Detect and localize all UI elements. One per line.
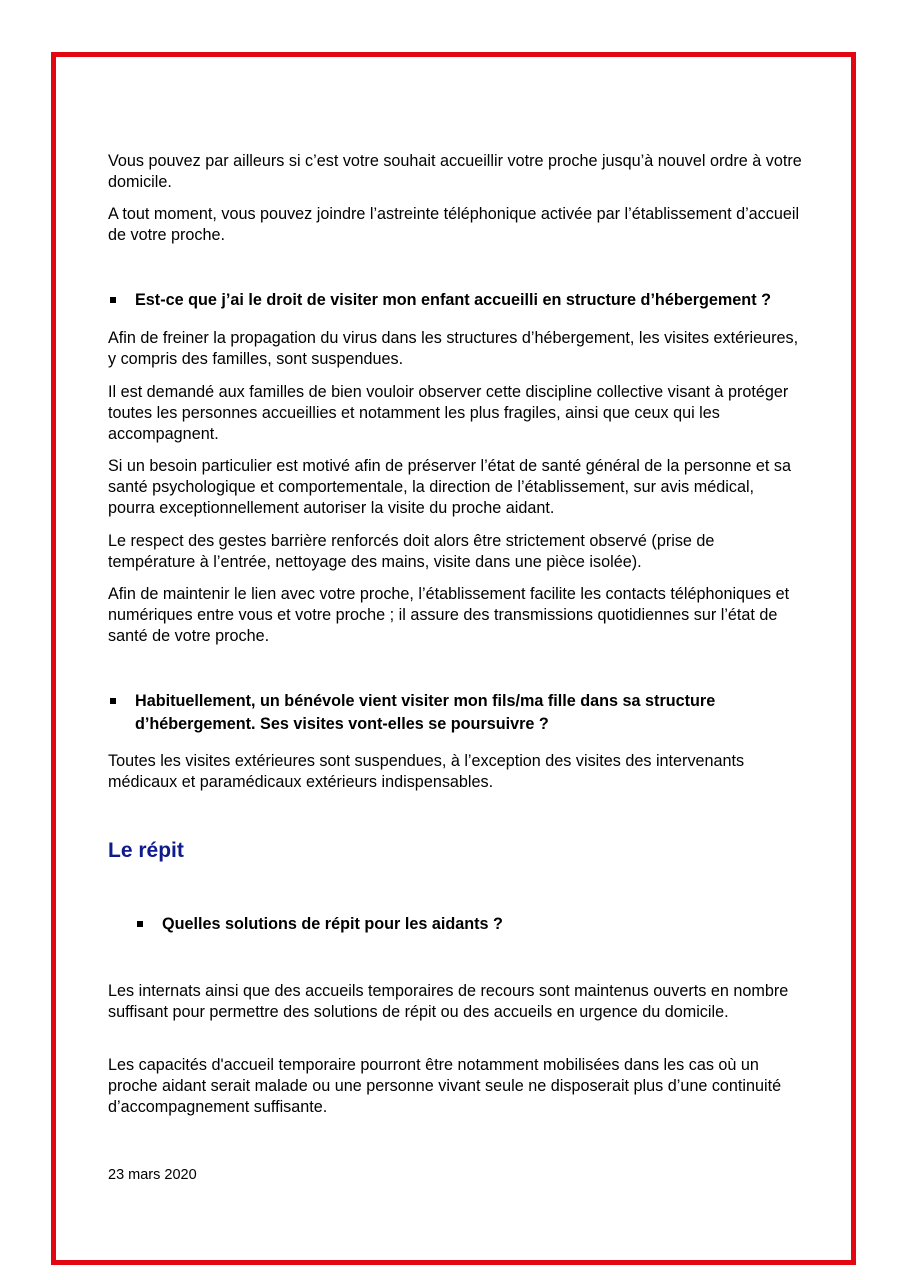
- footer-date: 23 mars 2020: [108, 1167, 197, 1183]
- bullet-icon: [110, 297, 116, 303]
- q1-paragraph-3: Si un besoin particulier est motivé afin de préserver l’état de santé général de la personne et sa santé psychologique et comportementale, la direction de l’établissement, sur avis médical, pourra exceptionnellement autoriser la visite du proche aidant.: [108, 457, 791, 517]
- bullet-icon: [110, 698, 116, 704]
- bullet-icon: [137, 921, 143, 927]
- q1-paragraph-4: Le respect des gestes barrière renforcés doit alors être strictement observé (prise de température à l’entrée, nettoyage des mains, visite dans une pièce isolée).: [108, 532, 715, 571]
- question-visit-child: Est-ce que j’ai le droit de visiter mon enfant accueilli en structure d’hébergement ?: [135, 291, 771, 309]
- q3-paragraph-1: Les internats ainsi que des accueils temporaires de recours sont maintenus ouverts en nombre suffisant pour permettre des solutions de répit ou des accueils en urgence du domicile.: [108, 982, 789, 1021]
- q3-paragraph-2: Les capacités d'accueil temporaire pourront être notamment mobilisées dans les cas où un proche aidant serait malade ou une personne vivant seule ne disposerait plus d’une continuité d’accompagnement suffisante.: [108, 1056, 782, 1116]
- q1-paragraph-5: Afin de maintenir le lien avec votre proche, l’établissement facilite les contacts téléphoniques et numériques entre vous et votre proche ; il assure des transmissions quotidiennes sur l’état de santé de votre proche.: [108, 585, 790, 645]
- question-volunteer-visits: Habituellement, un bénévole vient visiter mon fils/ma fille dans sa structure d’hébergement. Ses visites vont-elles se poursuivre ?: [135, 692, 716, 733]
- q2-paragraph-1: Toutes les visites extérieures sont suspendues, à l’exception des visites des intervenants médicaux et paramédicaux extérieurs indispensables.: [108, 752, 745, 791]
- q1-paragraph-2: Il est demandé aux familles de bien vouloir observer cette discipline collective visant à protéger toutes les personnes accueillies et notamment les plus fragiles, ainsi que ceux qui les accompagnent.: [108, 383, 789, 443]
- intro-paragraph-1: Vous pouvez par ailleurs si c’est votre souhait accueillir votre proche jusqu’à nouvel ordre à votre domicile.: [108, 152, 802, 191]
- question-respite-solutions: Quelles solutions de répit pour les aidants ?: [162, 915, 503, 933]
- q1-paragraph-1: Afin de freiner la propagation du virus dans les structures d’hébergement, les visites extérieures, y compris des familles, sont suspendues.: [108, 329, 799, 368]
- intro-paragraph-2: A tout moment, vous pouvez joindre l’astreinte téléphonique activée par l’établissement d’accueil de votre proche.: [108, 205, 800, 244]
- section-title-repit: Le répit: [108, 839, 184, 862]
